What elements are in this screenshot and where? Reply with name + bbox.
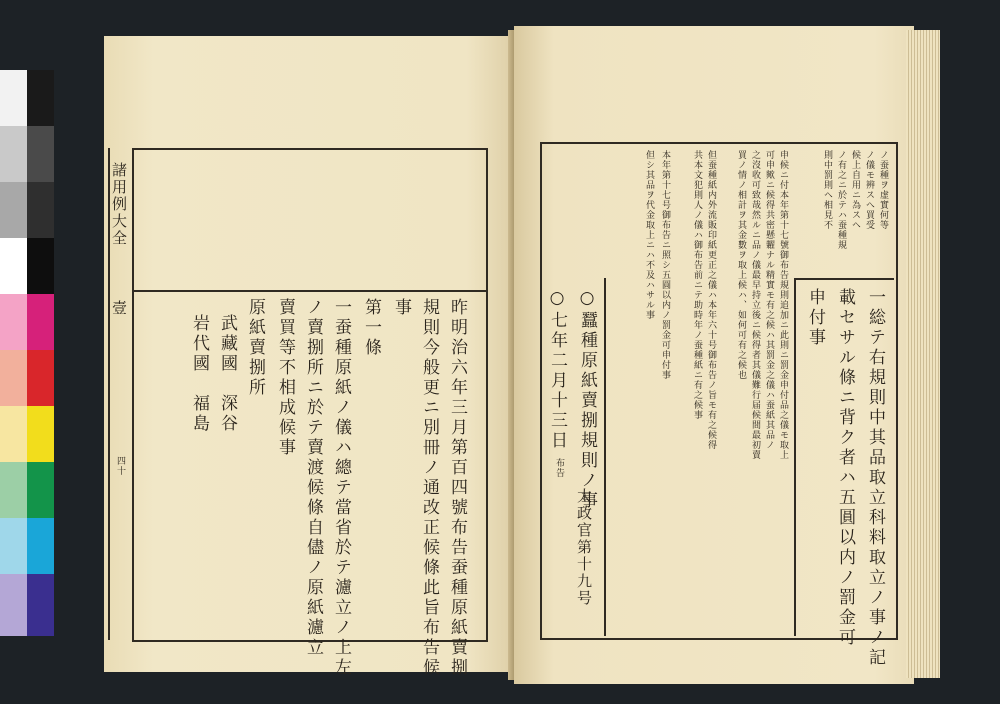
calibration-swatch	[27, 518, 54, 580]
color-calibration-strip	[0, 70, 54, 632]
calibration-swatch	[0, 70, 27, 132]
right-page	[514, 26, 914, 684]
calibration-swatch	[0, 462, 27, 524]
small-column-6: 申候ニ付本年第十七號御布告規則追加ニ此則ニ罰金申付品之儀モ取上	[778, 150, 788, 460]
left-spine-rule	[132, 148, 134, 640]
location-iwashiro: 岩代國 福島	[189, 314, 209, 434]
right-header-column-2: 載セサル條ニ背ク者ハ五圓以内ノ罰金可	[835, 288, 855, 648]
calibration-swatch	[0, 518, 27, 580]
right-header-column-1: 一総テ右規則中其品取立科料取立ノ事ノ記	[865, 288, 885, 668]
small-column-4: ノ有之ニ於テハ蚕種規	[836, 150, 846, 250]
small-column-12: 本年第十七号御布告ニ照シ五圓以内ノ罰金可申付事	[660, 150, 670, 380]
notice-title: ○蠶種原紙賣捌規則ノ事	[577, 288, 597, 511]
calibration-swatch	[27, 406, 54, 468]
small-column-2: ノ儀モ辨スへ買受	[864, 150, 874, 230]
page-edges	[906, 30, 940, 678]
small-column-3: 候上自用ニ為スヘ	[850, 150, 860, 230]
small-column-1: ノ蚕種ヲ虚實何等	[878, 150, 888, 230]
page-number: 四十	[115, 456, 125, 476]
small-column-9: 買ノ情ノ相計ヲ其金數ヲ取上候ハ、如何可有之候也	[736, 150, 746, 380]
location-musashi: 武藏國 深谷	[217, 314, 237, 434]
calibration-swatch	[27, 70, 54, 132]
calibration-swatch	[0, 294, 27, 356]
small-column-13: 但シ其品ヲ代金取上ニハ不及ハサル事	[644, 150, 654, 320]
header-box-bottom	[794, 278, 894, 280]
left-column-3: 事	[391, 298, 411, 318]
small-column-10: 但蚕種紙内外流販印紙更正之儀ハ本年六十号御布告ノ旨モ有之候得	[706, 150, 716, 450]
calibration-swatch	[0, 238, 27, 300]
calibration-swatch	[0, 350, 27, 412]
calibration-swatch	[0, 126, 27, 188]
left-column-5: 一蚕種原紙ノ儀ハ總テ當省於テ濾立ノ上左	[331, 298, 351, 678]
calibration-swatch	[27, 238, 54, 300]
calibration-swatch	[27, 350, 54, 412]
spine-title: 諸用例大全	[110, 162, 128, 247]
notice-issuer: 太政官第十九号	[575, 488, 593, 607]
calibration-swatch	[27, 294, 54, 356]
left-page	[104, 36, 516, 678]
calibration-swatch	[27, 462, 54, 524]
spine-volume: 壹	[110, 300, 128, 317]
header-box-left	[794, 278, 796, 636]
left-page-divider	[132, 290, 486, 292]
calibration-swatch	[0, 182, 27, 244]
notice-date: ○七年二月十三日	[547, 288, 567, 451]
left-column-6: ノ賣捌所ニ於テ賣渡候條自儘ノ原紙濾立	[303, 298, 323, 658]
article-heading: 第一條	[361, 298, 381, 358]
calibration-swatch	[27, 126, 54, 188]
left-column-1: 昨明治六年三月第百四號布告蚕種原紙賣捌	[447, 298, 467, 678]
sales-office-heading: 原紙賣捌所	[245, 298, 265, 398]
left-column-7: 賣買等不相成候事	[275, 298, 295, 458]
notice-sub: 布告	[554, 458, 564, 478]
calibration-swatch	[0, 574, 27, 636]
small-column-8: 之沒收可致哉然ルニ品ノ儀最早持立後ニ候得者其儀難行届候間最初賣	[750, 150, 760, 460]
small-column-5: 則中罰則ヘ相見不	[822, 150, 832, 230]
right-header-column-3: 申付事	[805, 288, 825, 348]
small-column-7: 可申歟ニ候得共密懸糶ナル精實モ有之候ハ其罰金之儀ハ蚕紙其品ノ	[764, 150, 774, 450]
notice-box-divider	[604, 278, 606, 636]
small-column-11: 共本文犯則人ノ儀ハ御布告前ニテ助時年ノ蚕種紙ニ有之候事	[692, 150, 702, 420]
calibration-swatch	[0, 406, 27, 468]
left-column-2: 規則今般更ニ別冊ノ通改正候條此旨布告候	[419, 298, 439, 678]
calibration-swatch	[27, 574, 54, 636]
calibration-swatch	[27, 182, 54, 244]
